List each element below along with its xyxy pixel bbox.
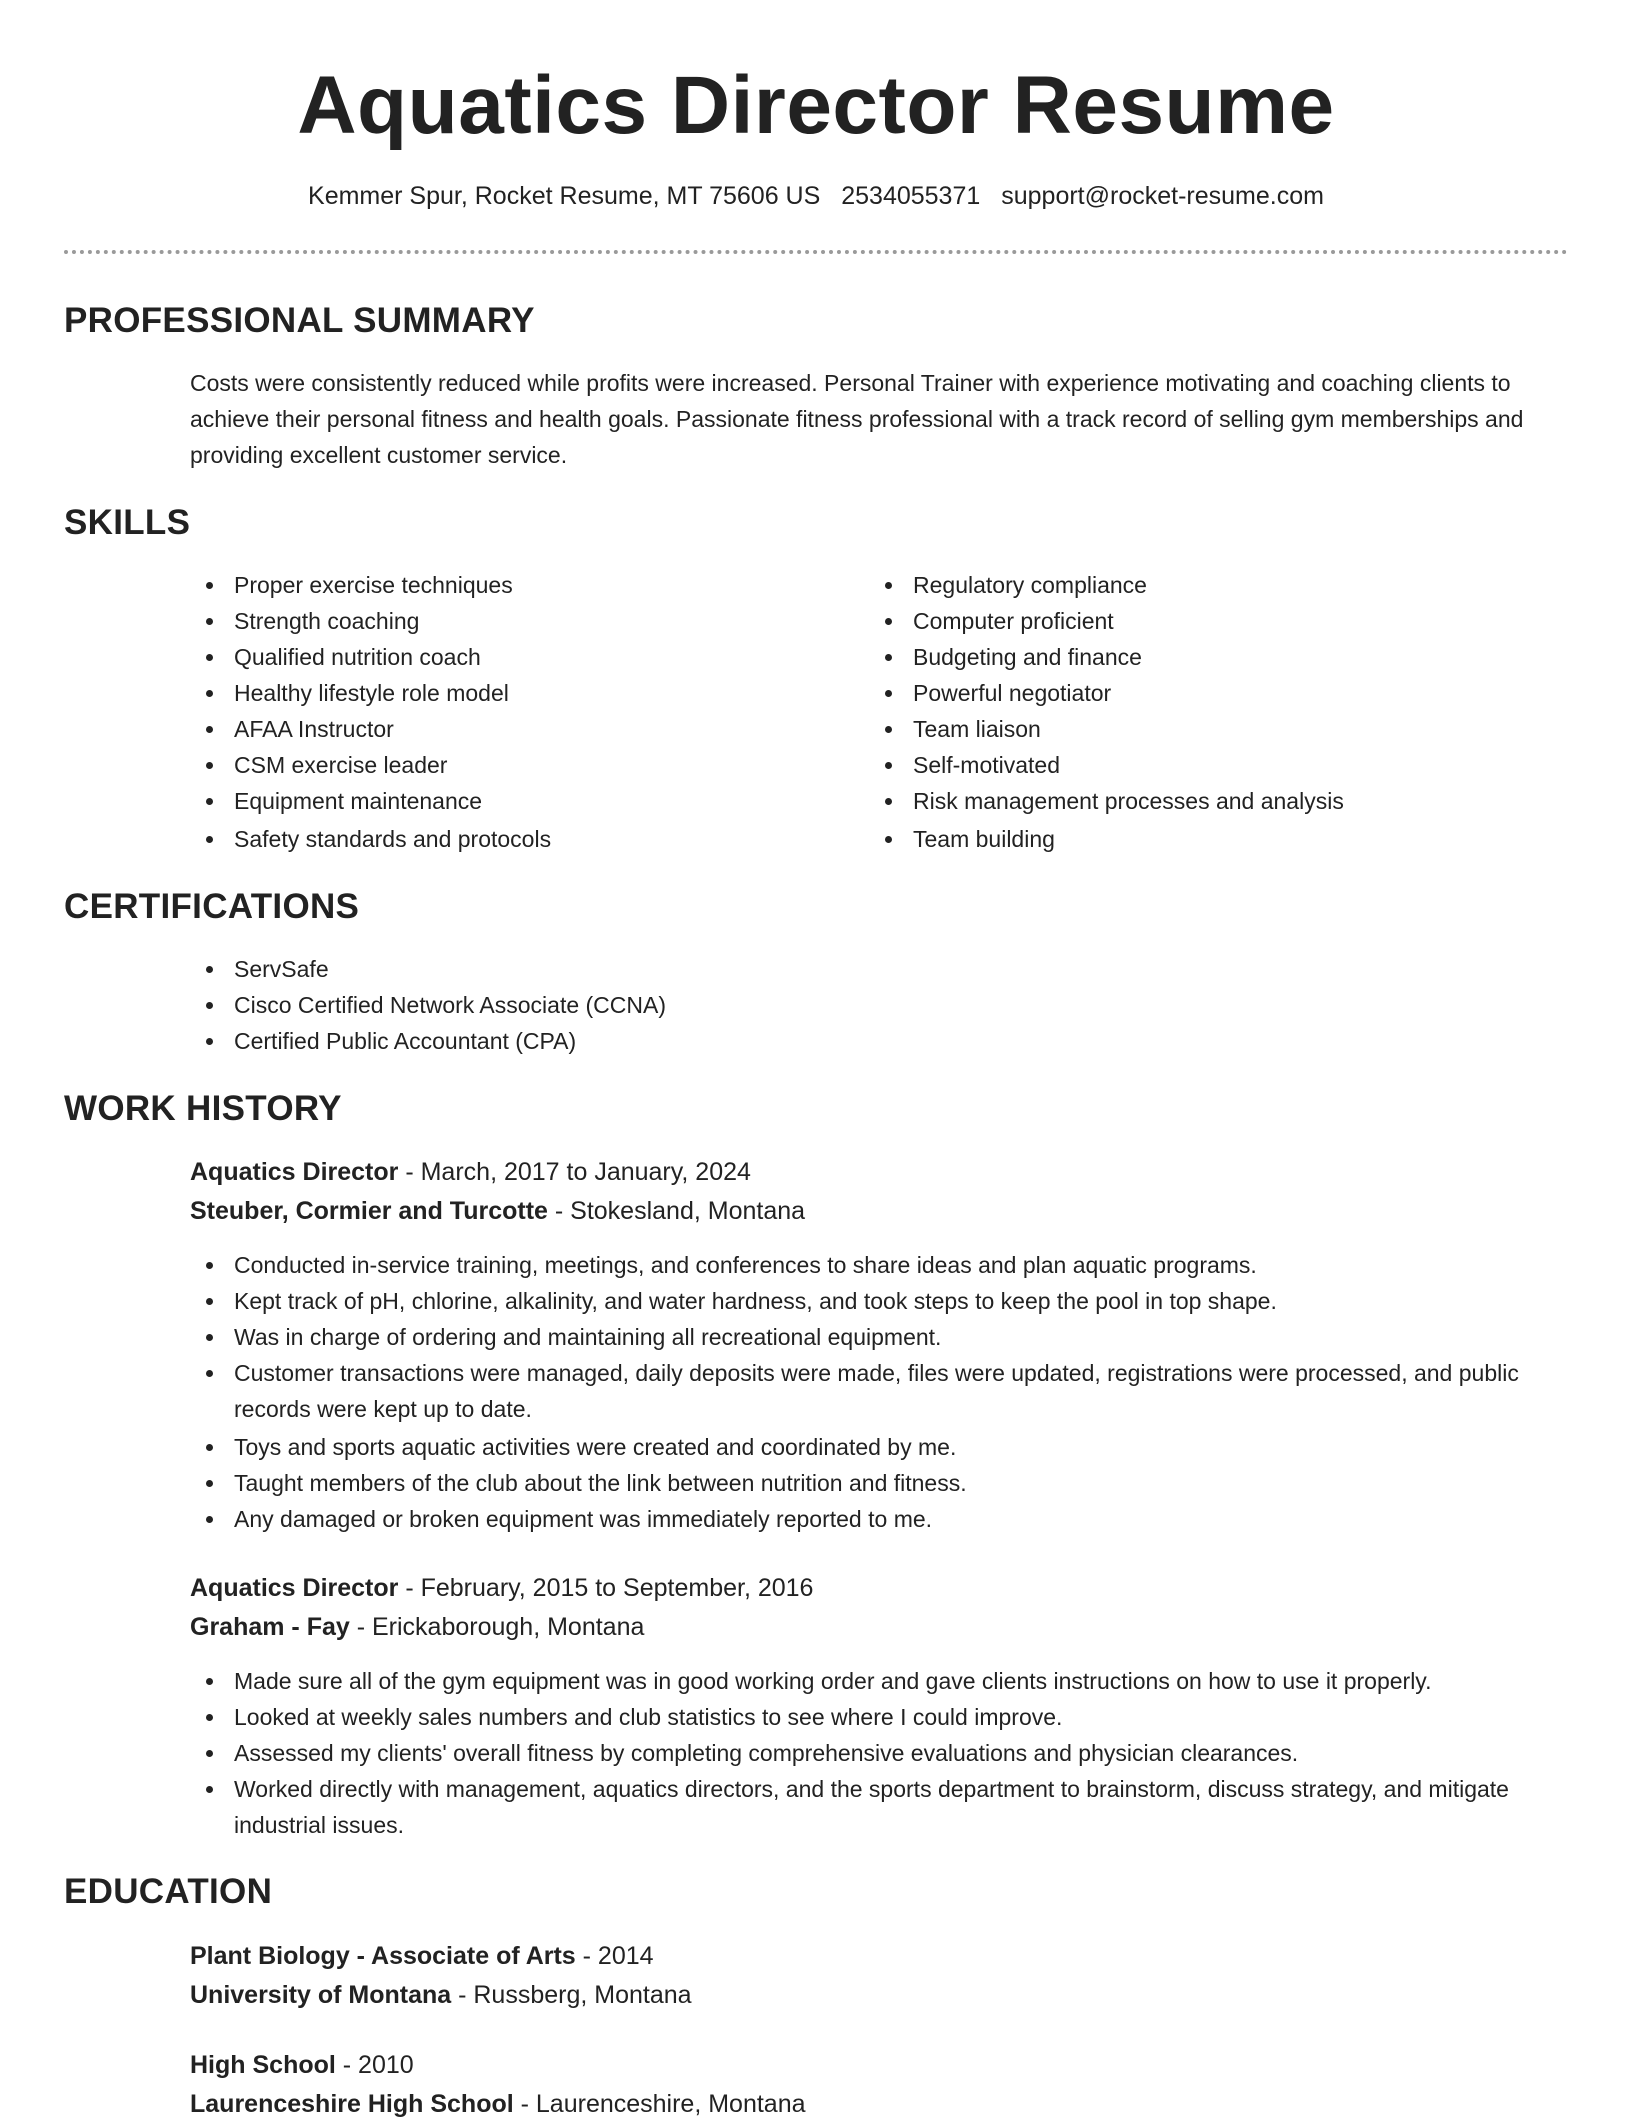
header-divider [64,250,1568,254]
skill-item: Regulatory compliance [869,567,1509,603]
certification-item: ServSafe [190,951,1568,987]
education-degree: High School [190,2051,336,2079]
skill-item: Team building [869,821,1509,857]
skill-item: Strength coaching [190,603,830,639]
skill-item: Healthy lifestyle role model [190,675,830,711]
resume-page [64,0,1568,2118]
summary-text: Costs were consistently reduced while profits were increased. Personal Trainer with experience motivating and coaching clients to achieve their personal fitness and health goals. Passionate fitness professional with a track record of selling gym memberships and providing excellent customer service. [190,370,1524,468]
skill-item: CSM exercise leader [190,747,830,783]
skill-item: Safety standards and protocols [190,821,830,857]
education-degree-line [190,1937,1568,1976]
job-company: Graham - Fay [190,1613,350,1641]
job-title-line [190,1153,1568,1192]
education-degree-line [190,2046,1568,2085]
certification-item: Cisco Certified Network Associate (CCNA) [190,987,1568,1023]
job-dates: - February, 2015 to September, 2016 [398,1574,814,1602]
education-school: Laurenceshire High School [190,2090,514,2118]
contact-phone: 2534055371 [841,182,981,210]
job-location: - Erickaborough, Montana [349,1613,645,1641]
job-bullet: Worked directly with management, aquatics directors, and the sports department to brainstorm, discuss strategy, and mitigate industrial issues. [190,1771,1568,1843]
skill-item: AFAA Instructor [190,711,830,747]
contact-address: Kemmer Spur, Rocket Resume, MT 75606 US [308,182,821,210]
job-location: - Stokesland, Montana [547,1197,806,1225]
section-title-education: EDUCATION [64,1872,273,1911]
education-school-line [190,2085,1568,2124]
skill-item: Proper exercise techniques [190,567,830,603]
skills-list-left [190,567,830,857]
education-degree: Plant Biology - Associate of Arts [190,1942,576,1970]
summary-block [190,365,1568,473]
job-bullet: Looked at weekly sales numbers and club statistics to see where I could improve. [190,1699,1568,1735]
job-role: Aquatics Director [190,1158,399,1186]
skill-item: Computer proficient [869,603,1509,639]
job-bullets [190,1247,1568,1537]
job-role: Aquatics Director [190,1574,399,1602]
job-entry [190,1153,1568,1231]
job-bullet: Taught members of the club about the link between nutrition and fitness. [190,1465,1568,1501]
job-bullet: Made sure all of the gym equipment was in good working order and gave clients instructions on how to use it properly. [190,1663,1568,1699]
job-bullet: Customer transactions were managed, daily deposits were made, files were updated, registrations were processed, and public records were kept up to date. [190,1355,1568,1427]
job-title-line [190,1569,1568,1608]
job-dates: - March, 2017 to January, 2024 [398,1158,751,1186]
section-title-certifications: CERTIFICATIONS [64,887,360,926]
education-entry [190,2046,1568,2124]
contact-email[interactable]: support@rocket-resume.com [1001,182,1324,210]
job-bullet: Was in charge of ordering and maintaining all recreational equipment. [190,1319,1568,1355]
skill-item: Team liaison [869,711,1509,747]
job-bullet: Assessed my clients' overall fitness by completing comprehensive evaluations and physician clearances. [190,1735,1568,1771]
resume-title: Aquatics Director Resume [297,60,1335,151]
skill-item: Budgeting and finance [869,639,1509,675]
education-location: - Laurenceshire, Montana [513,2090,806,2118]
certifications-list [190,951,1568,1059]
job-bullet: Conducted in-service training, meetings, and conferences to share ideas and plan aquatic programs. [190,1247,1568,1283]
job-entry [190,1569,1568,1647]
skill-item: Equipment maintenance [190,783,830,819]
skill-item: Powerful negotiator [869,675,1509,711]
education-entry [190,1937,1568,2015]
job-company-line [190,1608,1568,1647]
skill-item: Self-motivated [869,747,1509,783]
section-title-summary: PROFESSIONAL SUMMARY [64,301,535,340]
job-bullets [190,1663,1568,1843]
education-year: - 2010 [335,2051,414,2079]
section-title-skills: SKILLS [64,503,191,542]
certification-item: Certified Public Accountant (CPA) [190,1023,1568,1059]
section-title-work-history: WORK HISTORY [64,1089,342,1128]
job-company-line [190,1192,1568,1231]
skills-list-right [869,567,1509,857]
job-bullet: Any damaged or broken equipment was immediately reported to me. [190,1501,1568,1537]
job-bullet: Toys and sports aquatic activities were created and coordinated by me. [190,1429,1568,1465]
education-school-line [190,1976,1568,2015]
job-bullet: Kept track of pH, chlorine, alkalinity, and water hardness, and took steps to keep the pool in top shape. [190,1283,1568,1319]
education-school: University of Montana [190,1981,452,2009]
skill-item: Risk management processes and analysis [869,783,1509,819]
education-location: - Russberg, Montana [451,1981,692,2009]
skill-item: Qualified nutrition coach [190,639,830,675]
job-company: Steuber, Cormier and Turcotte [190,1197,548,1225]
education-year: - 2014 [575,1942,654,1970]
contact-line [64,180,1568,212]
